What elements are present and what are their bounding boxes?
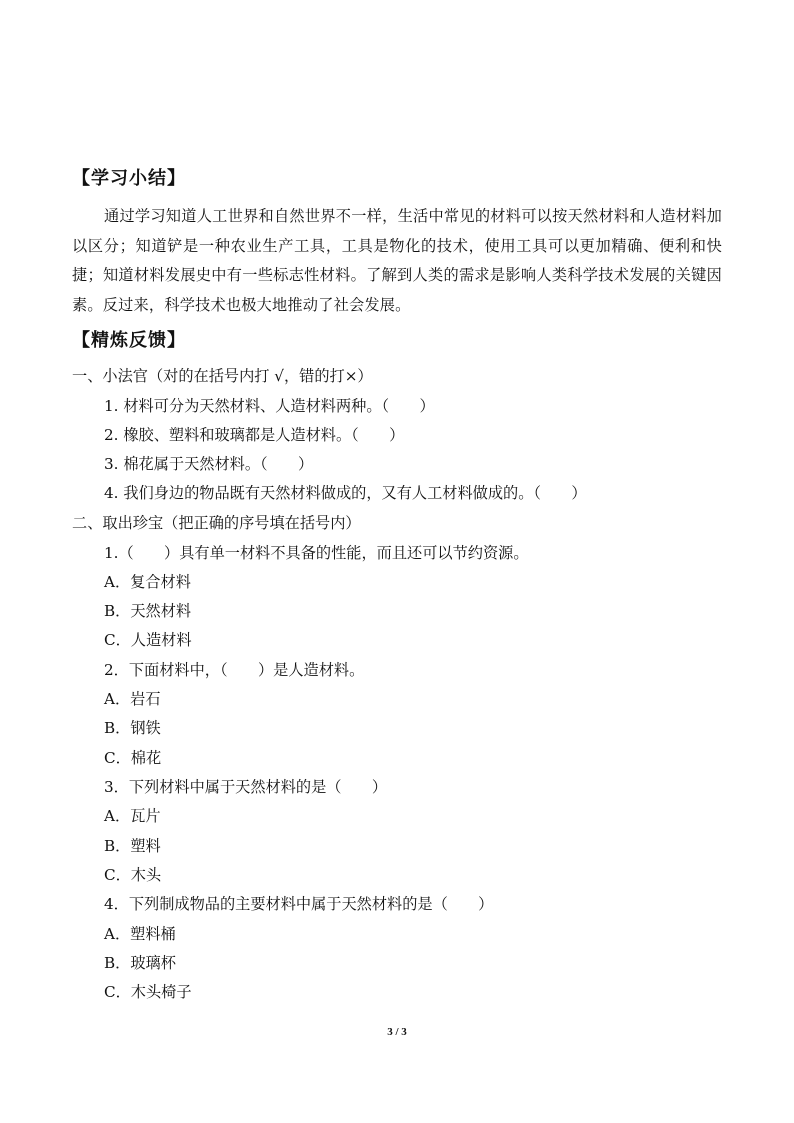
question-stem: 2．下面材料中，（ ）是人造材料。 bbox=[104, 661, 365, 679]
question-option: B．塑料 bbox=[104, 837, 161, 855]
question-option: A．复合材料 bbox=[104, 573, 191, 591]
question-option: B．玻璃杯 bbox=[104, 954, 176, 972]
section1-title: 一、小法官（对的在括号内打 √，错的打×） bbox=[72, 367, 373, 385]
question-stem: 4．下列制成物品的主要材料中属于天然材料的是（ ） bbox=[104, 895, 494, 913]
section2-title: 二、取出珍宝（把正确的序号填在括号内） bbox=[72, 514, 361, 532]
question-option: A．瓦片 bbox=[104, 807, 161, 825]
section1-item: 1. 材料可分为天然材料、人造材料两种。（ ） bbox=[104, 397, 435, 415]
section1-item: 4. 我们身边的物品既有天然材料做成的，又有人工材料做成的。（ ） bbox=[104, 484, 587, 502]
question-stem: 1.（ ）具有单一材料不具备的性能，而且还可以节约资源。 bbox=[104, 544, 529, 562]
question-option: C．棉花 bbox=[104, 749, 162, 767]
question-option: B．天然材料 bbox=[104, 602, 192, 620]
summary-paragraph: 通过学习知道人工世界和自然世界不一样，生活中常见的材料可以按天然材料和人造材料加以区分；知道铲是一种农业生产工具，工具是物化的技术，使用工具可以更加精确、便利和快捷；知道材料发展史中有一些标志性材料。了解到人类的需求是影响人类科学技术发展的关键因素。反过来，科学技术也极大地推动了社会发展。 bbox=[72, 207, 722, 314]
section1-item: 2. 橡胶、塑料和玻璃都是人造材料。（ ） bbox=[104, 426, 405, 444]
question-option: C．人造材料 bbox=[104, 631, 192, 649]
page-number: 3 / 3 bbox=[387, 1026, 407, 1038]
question-option: A．塑料桶 bbox=[104, 925, 176, 943]
question-option: C．木头椅子 bbox=[104, 983, 192, 1001]
section1-item: 3. 棉花属于天然材料。（ ） bbox=[104, 455, 314, 473]
question-option: A．岩石 bbox=[104, 690, 161, 708]
question-option: C．木头 bbox=[104, 866, 162, 884]
question-stem: 3．下列材料中属于天然材料的是（ ） bbox=[104, 778, 388, 796]
feedback-heading: 【精炼反馈】 bbox=[72, 330, 186, 351]
summary-heading: 【学习小结】 bbox=[72, 168, 186, 189]
question-option: B．钢铁 bbox=[104, 719, 161, 737]
